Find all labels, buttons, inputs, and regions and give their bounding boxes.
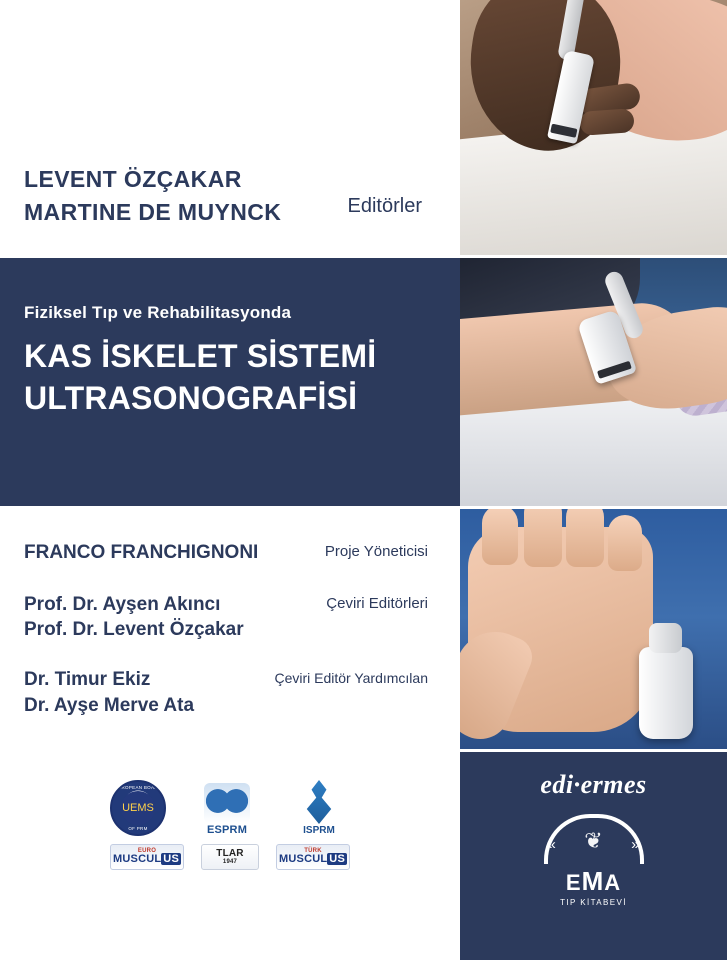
esprm-label: ESPRM <box>206 824 248 836</box>
euro-musculus-top-text: EURO <box>137 848 157 855</box>
turk-musculus-main-text <box>279 854 347 866</box>
turk-musculus-badge <box>276 844 350 870</box>
euro-musculus-main-word: MUSCUL <box>113 853 162 866</box>
title-band <box>0 258 460 506</box>
euro-mr-seal-icon <box>110 780 166 836</box>
credit-name: FRANCO FRANCHIGNONI <box>24 542 259 563</box>
tlar-badge <box>201 844 259 870</box>
credit-name: Prof. Dr. Levent Özçakar <box>24 619 244 641</box>
book-title-line-1: KAS İSKELET SİSTEMİ <box>24 338 377 374</box>
euro-seal-center-text: UEMS <box>121 791 155 825</box>
esprm-mark-icon <box>204 783 250 823</box>
credit-name: Prof. Dr. Ayşen Akıncı <box>24 593 221 615</box>
ema-letter-m: M <box>581 866 605 896</box>
credit-name: Dr. Ayşe Merve Ata <box>24 694 195 716</box>
photo-forearm-scan <box>460 258 727 506</box>
ema-imprint-logo <box>535 814 653 907</box>
publisher-name: edi·ermes <box>540 770 647 799</box>
ema-subtitle: TIP KİTABEVİ <box>560 898 627 907</box>
ema-arch-icon <box>544 814 644 864</box>
photo-1-finger <box>579 108 635 136</box>
tlar-sub-text: 1947 <box>222 859 238 866</box>
turk-musculus-main-word: MUSCUL <box>279 853 328 866</box>
photo-probe-on-pad <box>460 0 727 255</box>
photo-3-finger <box>608 515 642 571</box>
esprm-logo-icon <box>195 783 259 836</box>
book-title <box>24 336 376 419</box>
credit-row <box>24 540 444 566</box>
photo-3-finger <box>524 509 562 567</box>
ema-letter-e: E <box>565 870 582 895</box>
credit-name: Dr. Timur Ekiz <box>24 668 151 690</box>
editors-block <box>24 163 444 230</box>
isprm-mark-icon <box>302 780 336 824</box>
euro-musculus-badge <box>110 844 184 870</box>
ema-ornament-icon: ❦ <box>584 828 603 853</box>
society-logos <box>110 766 350 886</box>
credit-row <box>24 667 444 718</box>
turk-musculus-top-text: TÜRK <box>304 848 322 855</box>
credit-role: Çeviri Editör Yardımcılan <box>274 669 428 686</box>
photo-3-finger <box>482 509 518 565</box>
turk-musculus-suffix: US <box>329 853 345 866</box>
ema-wing-left-icon: « <box>547 836 556 853</box>
book-subtitle: Fiziksel Tıp ve Rehabilitasyonda <box>24 303 292 322</box>
credit-row <box>24 592 444 643</box>
editor-name-1: LEVENT ÖZÇAKAR <box>24 166 242 192</box>
ema-letters <box>535 866 653 897</box>
publisher-block <box>460 752 727 960</box>
ema-wing-right-icon: » <box>631 836 640 853</box>
ema-letter-a: A <box>604 870 622 895</box>
credit-role: Proje Yöneticisi <box>324 543 428 560</box>
euro-seal-bottom-text: OF PRM <box>128 826 148 831</box>
book-title-line-2: ULTRASONOGRAFİSİ <box>24 379 358 416</box>
tlar-main-text: TLAR <box>216 847 244 859</box>
euro-seal-top-text: EUROPEAN BOARD <box>114 785 162 790</box>
isprm-label: ISPRM <box>303 825 335 836</box>
photo-3-finger <box>566 509 604 567</box>
photo-hand-probe <box>460 509 727 749</box>
euro-musculus-main-text <box>113 854 181 866</box>
isprm-logo-icon <box>288 780 350 836</box>
credit-role: Çeviri Editörleri <box>326 594 428 612</box>
editors-role-label: Editörler <box>347 195 422 217</box>
photo-3-probe <box>639 647 693 739</box>
euro-musculus-suffix: US <box>163 853 179 866</box>
editor-name-2: MARTINE DE MUYNCK <box>24 199 282 226</box>
ema-wings-icon <box>548 836 640 853</box>
credits-block <box>24 540 444 732</box>
